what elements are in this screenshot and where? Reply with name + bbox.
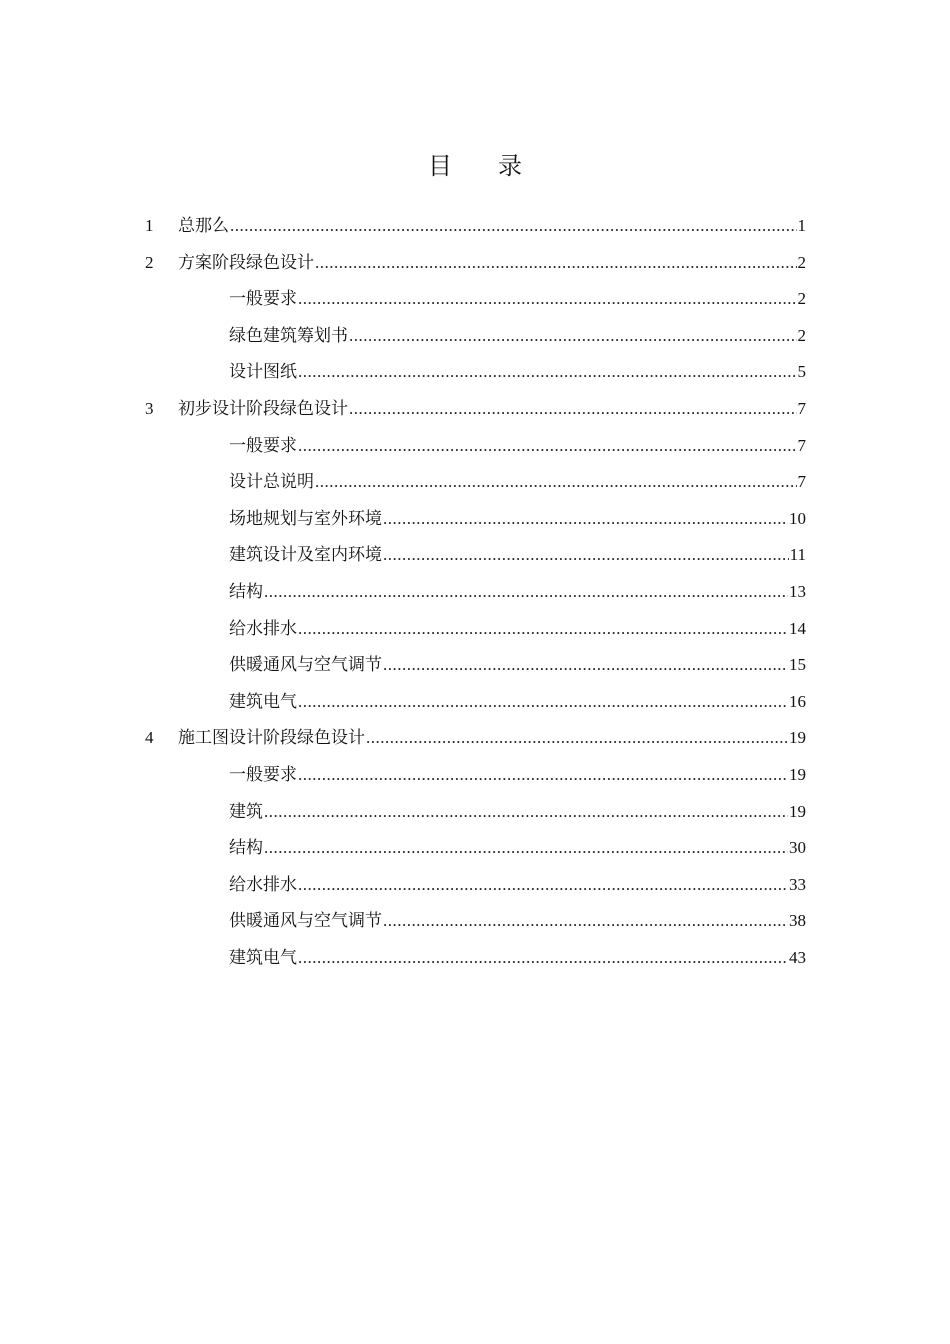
toc-dot-leader	[383, 501, 788, 538]
toc-entry-page-number: 11	[789, 545, 806, 565]
toc-dot-leader	[349, 318, 797, 355]
toc-entry-label: 结构	[229, 838, 263, 859]
toc-entry-label: 初步设计阶段绿色设计	[178, 398, 348, 419]
toc-dot-leader	[298, 940, 788, 977]
toc-entry-number: 2	[145, 252, 154, 272]
toc-entry-page-number: 7	[797, 472, 806, 492]
toc-title-char-1: 目	[428, 152, 452, 180]
toc-entry-label: 方案阶段绿色设计	[178, 252, 314, 273]
toc-entry-page-number: 2	[797, 252, 806, 272]
toc-entry-page-number: 10	[789, 508, 806, 528]
toc-dot-leader	[383, 537, 789, 574]
toc-entry-page-number: 16	[789, 691, 806, 711]
toc-entry[interactable]	[145, 684, 806, 721]
toc-entry-page-number: 30	[789, 838, 806, 858]
toc-entry-label: 建筑电气	[229, 947, 297, 968]
toc-entry-label: 场地规划与室外环境	[229, 508, 382, 529]
toc-entry-label: 一般要求	[229, 289, 297, 310]
toc-dot-leader	[230, 208, 797, 245]
toc-title	[0, 146, 950, 181]
toc-entry[interactable]	[145, 537, 806, 574]
toc-entry-page-number: 2	[797, 325, 806, 345]
toc-dot-leader	[298, 757, 788, 794]
toc-entry-label: 设计图纸	[229, 362, 297, 383]
toc-entry[interactable]	[145, 757, 806, 794]
toc-entry[interactable]	[145, 647, 806, 684]
toc-entry[interactable]	[145, 611, 806, 648]
toc-entry[interactable]	[145, 867, 806, 904]
toc-entry-number: 1	[145, 216, 154, 235]
toc-entry[interactable]	[145, 354, 806, 391]
toc-entry-label: 给水排水	[229, 618, 297, 639]
toc-entry-label: 建筑设计及室内环境	[229, 545, 382, 566]
toc-entry-label: 供暖通风与空气调节	[229, 655, 382, 676]
toc-entry-page-number: 43	[789, 947, 806, 967]
toc-entry[interactable]	[145, 720, 806, 757]
toc-entry-page-number: 5	[797, 362, 806, 382]
toc-dot-leader	[298, 611, 788, 648]
toc-dot-leader	[366, 720, 788, 757]
toc-entry-page-number: 19	[789, 801, 806, 821]
toc-entry-page-number: 19	[789, 728, 806, 748]
toc-entry-label: 设计总说明	[229, 472, 314, 493]
toc-entry-page-number: 13	[789, 581, 806, 601]
toc-entry-page-number: 2	[797, 289, 806, 309]
toc-entry[interactable]	[145, 574, 806, 611]
toc-entry[interactable]	[145, 940, 806, 977]
toc-dot-leader	[383, 647, 788, 684]
toc-entry-label: 绿色建筑筹划书	[229, 325, 348, 346]
toc-title-char-2: 录	[498, 152, 522, 180]
toc-entry[interactable]	[145, 391, 806, 428]
toc-entry-label: 一般要求	[229, 435, 297, 456]
toc-entry-page-number: 33	[789, 874, 806, 894]
toc-entry-number: 4	[145, 728, 154, 748]
toc-entry-label: 总那么	[178, 216, 229, 236]
toc-entry-label: 建筑电气	[229, 691, 297, 712]
toc-entry[interactable]	[145, 281, 806, 318]
toc-entry[interactable]	[145, 428, 806, 465]
toc-entry-label: 一般要求	[229, 764, 297, 785]
toc-dot-leader	[298, 867, 788, 904]
toc-dot-leader	[264, 794, 788, 831]
toc-entry[interactable]	[145, 208, 806, 245]
toc-dot-leader	[349, 391, 797, 428]
toc-entry-label: 结构	[229, 581, 263, 602]
toc-list	[145, 208, 806, 976]
toc-dot-leader	[315, 245, 797, 282]
toc-entry-number: 3	[145, 398, 154, 418]
toc-entry-page-number: 1	[797, 216, 806, 235]
toc-entry-page-number: 15	[789, 655, 806, 675]
toc-entry[interactable]	[145, 318, 806, 355]
toc-entry-page-number: 19	[789, 764, 806, 784]
toc-entry[interactable]	[145, 794, 806, 831]
toc-dot-leader	[298, 684, 788, 721]
toc-entry[interactable]	[145, 464, 806, 501]
toc-dot-leader	[298, 428, 797, 465]
toc-entry[interactable]	[145, 501, 806, 538]
toc-dot-leader	[298, 281, 797, 318]
toc-dot-leader	[315, 464, 797, 501]
toc-entry-page-number: 7	[797, 398, 806, 418]
toc-entry[interactable]	[145, 245, 806, 282]
toc-dot-leader	[298, 354, 797, 391]
toc-entry-label: 建筑	[229, 801, 263, 822]
toc-entry[interactable]	[145, 903, 806, 940]
toc-dot-leader	[264, 830, 788, 867]
toc-entry[interactable]	[145, 830, 806, 867]
toc-dot-leader	[264, 574, 788, 611]
toc-entry-label: 给水排水	[229, 874, 297, 895]
toc-dot-leader	[383, 903, 788, 940]
toc-entry-label: 供暖通风与空气调节	[229, 911, 382, 932]
toc-entry-label: 施工图设计阶段绿色设计	[178, 728, 365, 749]
toc-entry-page-number: 14	[789, 618, 806, 638]
toc-entry-page-number: 38	[789, 911, 806, 931]
toc-entry-page-number: 7	[797, 435, 806, 455]
